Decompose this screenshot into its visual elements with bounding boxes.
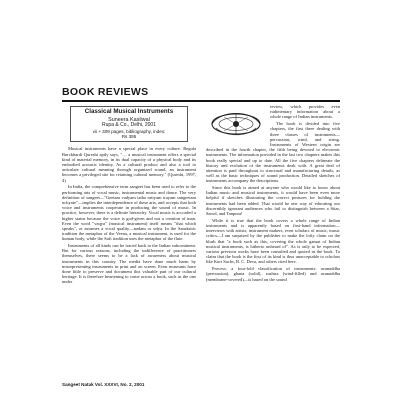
right-paragraph: While it is true that the book covers a whole range of Indian instruments and is apparently based on first-hand information—interviews with artists, instrument makers, even scholars of music, music critics—I am surprised by the publisher to make the lofty claim on the blurb that "a book such as this, covering the whole gamut of Indian musical instruments, is hitherto unheard of". As is only to be expected, various previous works have been consulted and quoted in the book. To claim that the book is the first of its kind is thus unacceptable to scholars like Kurt Sachs, B. C. Deva, and others cited here. — [206, 217, 340, 265]
journal-footer: Sangeet Natak Vol. XXXVI, No. 2, 2001 — [62, 382, 145, 387]
left-paragraph: Musical instruments have a special place in every culture. Regula Burckhardt Qureshi aptly says, "… a musical instrument offers a special kind of material memory, in its dual capacity of a physical body and its embodied acoustic identity. As a cultural product and also a tool to articulate cultural meaning through organized sound, an instrument becomes a privileged site for retaining cultural memory." (Qureshi, 1997, 4) — [62, 146, 196, 183]
book-author: Suneera Kasliwal — [108, 116, 150, 123]
right-paragraph: review, which provides even rudimentary information about a whole range of Indian instruments. — [270, 104, 340, 120]
right-column — [206, 104, 340, 283]
book-price: Rs 395 — [121, 134, 137, 139]
heading-rule — [62, 100, 340, 102]
left-paragraph: In India, the comprehensive term sangeet has been used to refer to the performing arts of vocal music, instrumental music and dance. The very definition of sangeet—"Geetam vadyam tatha nrityam trayam sangeetam uchyate"—implies the interdependence of these arts, and accepts that both voice and instruments cooperate in producing the sound of music. In practice, however, there is a definite hierarchy. Vocal music is accorded a higher status because the voice is god-given and not a creation of man. Even the word "vaqya" (musical instrument) itself means "that which speaks", or assumes a vocal quality—nadam or udya. In the Sanskritic tradition the metaphor of the Veena, a musical instrument, is used for the human body, while the Sufi tradition uses the metaphor of the flute. — [62, 184, 196, 242]
book-title: Classical Musical Instruments — [84, 108, 174, 115]
instrument-illustration — [206, 104, 266, 140]
right-paragraph: Process: a four-fold classification of instruments: avanaddha (percussion), ghana (solid), sushira (wind-filled) and avanaddha (membrane-covered)—is based on the sound — [206, 266, 340, 282]
right-paragraph: The book is divided into five chapters, the first three dealing with three classes of instruments—percussion, wind, and string. Instruments of Western origin are described in the fourth chapter, the fifth being devoted to electronic instruments. The information provided in the last two chapters makes this book really special and up to date. All the five chapters delineate the history and evolution of the instruments dealt with. A great deal of attention is paid throughout to structural and manufacturing details, as well as the basic techniques of sound production. Detailed sketches of instruments accompany the descriptions. — [206, 121, 340, 184]
book-publisher: Rupa & Co., Delhi, 2001 — [102, 121, 156, 128]
book-pages: vii + 309 pages, bibliography, index; — [92, 128, 166, 134]
left-paragraph: Instruments of all kinds can be traced back to the Indian subcontinent. But for various reasons, including the indifference of practitioners themselves, there seems to be a lack of awareness about musical instruments in this country. The media have done much harm by misrepresenting instruments in print and on screen. Even museums have done little to preserve and document this valuable part of our cultural heritage. It is therefore heartening to come across a book, such as the one under — [62, 243, 196, 285]
book-review-page — [62, 86, 340, 392]
right-paragraph: Since this book is aimed at anyone who would like to know about Indian music and musical instruments, it would have been even more helpful if sketches illustrating the correct postures for holding the instruments had been added. That would be one way of educating our discernibly ignorant audiences who fail to distinguish between a Sitar, Sarod, and Tanpura! — [206, 185, 340, 217]
left-column — [62, 106, 196, 286]
section-heading: BOOK REVIEWS — [62, 86, 149, 98]
book-info-box — [70, 106, 188, 142]
